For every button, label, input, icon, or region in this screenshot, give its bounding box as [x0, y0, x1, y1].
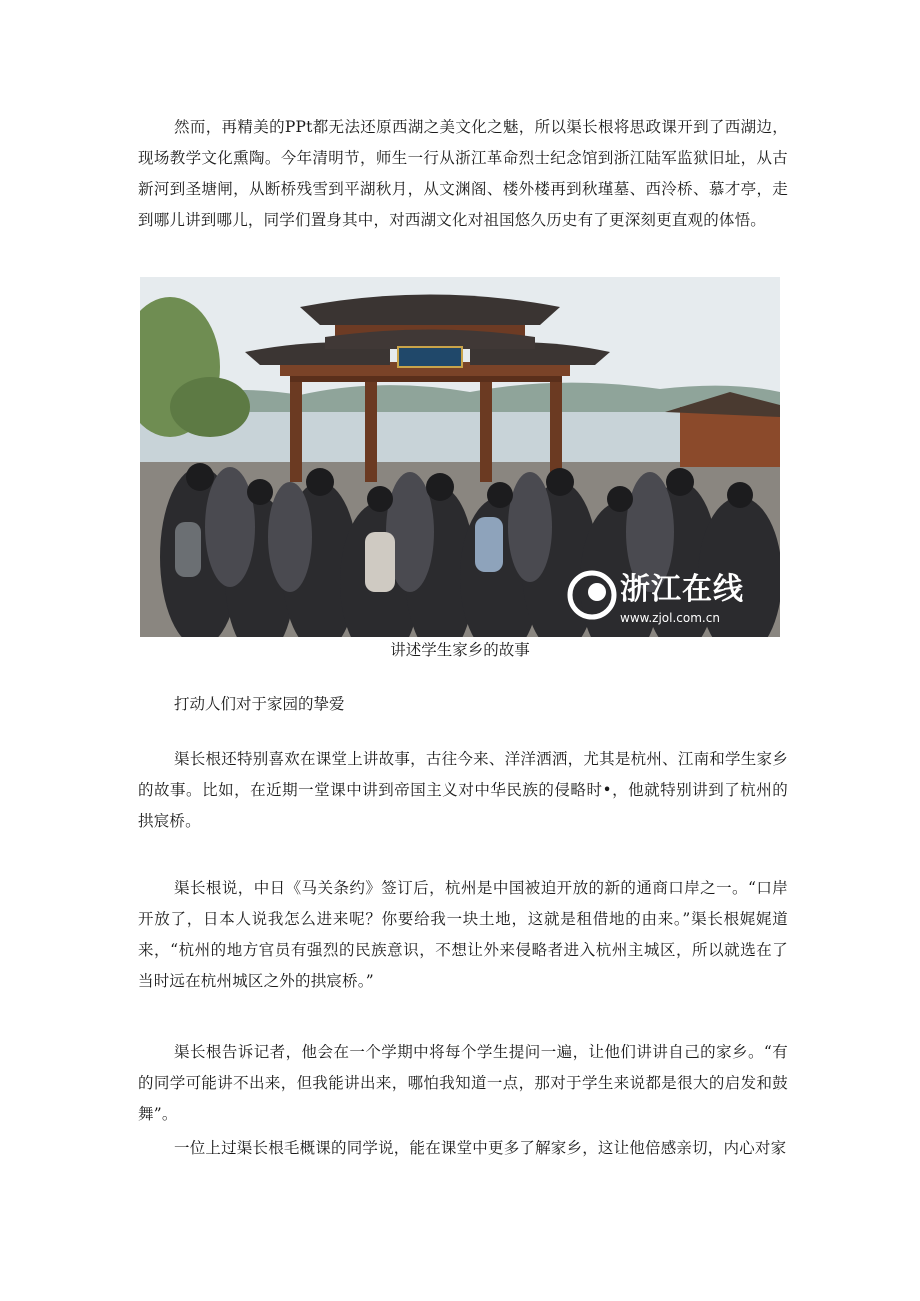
section-heading: 打动人们对于家园的挚爱 [174, 695, 345, 713]
paragraph-storytelling: 渠长根还特别喜欢在课堂上讲故事，古往今来、洋洋洒洒，尤其是杭州、江南和学生家乡的故事。比如，在近期一堂课中讲到帝国主义对中华民族的侵略时•，他就特别讲到了杭州的拱宸桥。 [138, 750, 788, 830]
paragraph-hometown-questions: 渠长根告诉记者，他会在一个学期中将每个学生提问一遍，让他们讲讲自己的家乡。“有的同学可能讲不出来，但我能讲出来，哪怕我知道一点，那对于学生来说都是很大的启发和鼓舞”。 [138, 1043, 788, 1123]
paragraph-treaty-of-shimonoseki: 渠长根说，中日《马关条约》签订后，杭州是中国被迫开放的新的通商口岸之一。“口岸开放了，日本人说我怎么进来呢？你要给我一块土地，这就是租借地的由来。”渠长根娓娓道来，“杭州的地方官员有强烈的民族意识，不想让外来侵略者进入杭州主城区，所以就选在了当时远在杭州城区之外的拱宸桥。” [138, 879, 788, 990]
watermark-url: www.zjol.com.cn [620, 611, 720, 625]
paragraph-westlake-teaching: 然而，再精美的PPt都无法还原西湖之美文化之魅，所以渠长根将思政课开到了西湖边，现场教学文化熏陶。今年清明节，师生一行从浙江革命烈士纪念馆到浙江陆军监狱旧址，从古新河到圣塘闸，从断桥残雪到平湖秋月，从文渊阁、楼外楼再到秋瑾墓、西泠桥、慕才亭，走到哪儿讲到哪儿，同学们置身其中，对西湖文化对祖国悠久历史有了更深刻更直观的体悟。 [138, 118, 788, 229]
paragraph-student-feedback: 一位上过渠长根毛概课的同学说，能在课堂中更多了解家乡，这让他倍感亲切，内心对家 [174, 1139, 787, 1157]
photo-caption: 讲述学生家乡的故事 [390, 641, 530, 659]
photo-westlake-archway [140, 277, 780, 637]
watermark-brand: 浙江在线 [620, 572, 744, 607]
